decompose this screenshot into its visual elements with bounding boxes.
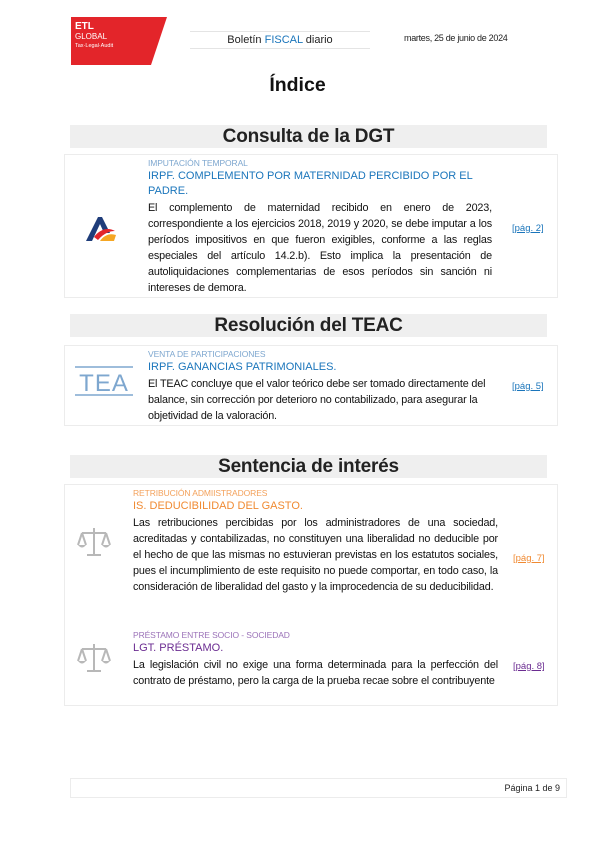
page-footer [70, 778, 567, 798]
entry-subject: LGT. PRÉSTAMO. [133, 642, 224, 654]
logo-line1: ETL [75, 21, 94, 32]
scales-icon [77, 641, 111, 675]
page-link[interactable]: [pág. 2] [512, 223, 544, 234]
entry-summary: El TEAC concluye que el valor teórico debe ser tomado directamente del balance, sin corrección por deterioro no contabilizado, para asegurar la objetividad de la valoración. [148, 378, 486, 422]
aeat-logo-icon [80, 213, 118, 245]
tea-logo-text: TEA [79, 370, 129, 397]
entry-box-teac [64, 345, 558, 426]
entry-summary: El complemento de maternidad recibido en enero de 2023, correspondiente a los ejercicios 2018, 2019 y 2020, se debe imputar a los períodos impositivos en que fueron exigibles, conforme a las reglas especiales del artículo 14.2.b). Esto implica la presentación de autoliquidaciones complementarias de esos períodos sin sanción ni intereses de demora. [148, 202, 492, 294]
entry-category: VENTA DE PARTICIPACIONES [148, 349, 266, 359]
bulletin-title-suffix: diario [302, 34, 333, 46]
page-link[interactable]: [pág. 8] [513, 661, 545, 672]
page-link[interactable]: [pág. 7] [513, 553, 545, 564]
scales-icon [77, 525, 111, 559]
bulletin-date: martes, 25 de junio de 2024 [404, 33, 508, 43]
entry-subject: IS. DEDUCIBILIDAD DEL GASTO. [133, 500, 303, 512]
entry-body [148, 349, 492, 424]
bulletin-title-prefix: Boletín [227, 34, 265, 46]
entry-category: IMPUTACIÓN TEMPORAL [148, 158, 248, 168]
page-number: Página 1 de 9 [504, 783, 560, 793]
entry-category: PRÉSTAMO ENTRE SOCIO - SOCIEDAD [133, 630, 290, 640]
section-title-sentencia: Sentencia de interés [70, 455, 547, 478]
entry-subject: IRPF. GANANCIAS PATRIMONIALES. [148, 361, 337, 373]
entry-box-dgt [64, 154, 558, 298]
entry-summary: Las retribuciones percibidas por los administradores de una sociedad, acreditadas y contabilizadas, no constituyen una liberalidad no deducible por el hecho de que las mismas no estuvieran previstas en los estatutos sociales, pues el incumplimiento de este requisito no puede comportar, en todo caso, la consideración de liberalidad del gasto y la improcedencia de su deducibilidad. [133, 517, 498, 593]
etl-global-logo [71, 17, 167, 65]
page-link[interactable]: [pág. 5] [512, 381, 544, 392]
page-title: Índice [269, 74, 326, 96]
entry-body [148, 158, 492, 296]
bulletin-title [190, 31, 370, 49]
tea-logo-icon [75, 364, 133, 398]
bulletin-title-highlight: FISCAL [264, 34, 303, 46]
entry-body [133, 630, 498, 689]
entry-body [133, 488, 498, 595]
section-title-dgt: Consulta de la DGT [70, 125, 547, 148]
logo-line2: GLOBAL [75, 32, 108, 41]
entry-subject: IRPF. COMPLEMENTO POR MATERNIDAD PERCIBIDO POR EL PADRE. [148, 170, 473, 197]
logo-line3: Tax·Legal·Audit [75, 43, 114, 49]
entry-summary: La legislación civil no exige una forma determinada para la perfección del contrato de préstamo, pero la carga de la prueba recae sobre el contribuyente [133, 659, 498, 687]
entry-box-sentencia [64, 484, 558, 706]
section-title-teac: Resolución del TEAC [70, 314, 547, 337]
entry-category: RETRIBUCIÓN ADMIISTRADORES [133, 488, 268, 498]
